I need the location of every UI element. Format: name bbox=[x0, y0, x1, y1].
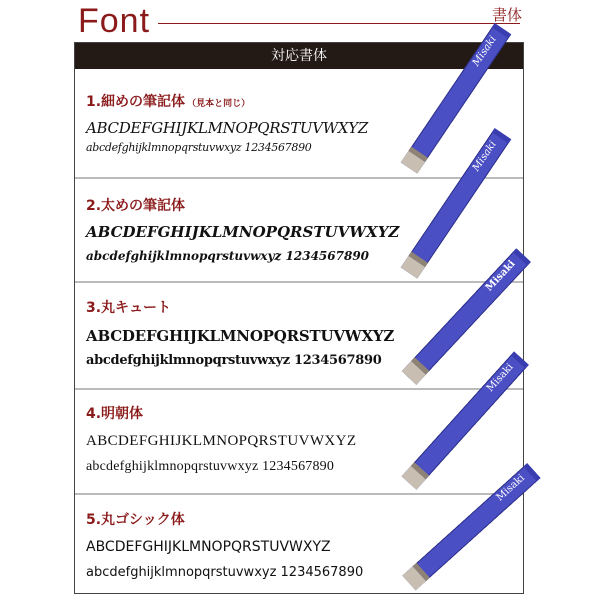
section-1-uppercase-sample: ABCDEFGHIJKLMNOPQRSTUVWXYZ bbox=[86, 119, 369, 137]
section-2-uppercase-sample: ABCDEFGHIJKLMNOPQRSTUVWXYZ bbox=[86, 223, 400, 241]
pen-engraving-3: Misaki bbox=[483, 258, 518, 294]
title-rule bbox=[158, 23, 520, 24]
pen-engraving-4: Misaki bbox=[484, 361, 516, 395]
page-title: Font bbox=[78, 2, 151, 40]
section-1-lowercase-sample: abcdefghijklmnopqrstuvwxyz 1234567890 bbox=[86, 141, 312, 154]
section-4-title-text: 4.明朝体 bbox=[86, 406, 144, 422]
supported-fonts-banner: 対応書体 bbox=[75, 43, 523, 69]
section-5-title-text: 5.丸ゴシック体 bbox=[86, 512, 185, 528]
pen-engraving-1: Misaki bbox=[470, 34, 499, 69]
section-2-title bbox=[86, 195, 185, 215]
pen-cap bbox=[492, 128, 511, 143]
section-1-title-text: 1.細めの筆記体 bbox=[86, 94, 186, 110]
section-4-lowercase-sample: abcdefghijklmnopqrstuvwxyz 1234567890 bbox=[86, 459, 335, 474]
pen-cap bbox=[513, 248, 531, 265]
pen-cap bbox=[511, 351, 529, 368]
pen-cap bbox=[492, 23, 511, 38]
section-5-lowercase-sample: abcdefghijklmnopqrstuvwxyz 1234567890 bbox=[86, 565, 364, 580]
section-2-lowercase-sample: abcdefghijklmnopqrstuvwxyz 1234567890 bbox=[86, 249, 370, 263]
section-3-title-text: 3.丸キュート bbox=[86, 300, 172, 316]
section-5-title bbox=[86, 509, 185, 529]
section-4-uppercase-sample: ABCDEFGHIJKLMNOPQRSTUVWXYZ bbox=[86, 433, 357, 449]
page-subtitle: 書体 bbox=[491, 6, 522, 24]
section-divider bbox=[75, 493, 523, 495]
section-3-lowercase-sample: abcdefghijklmnopqrstuvwxyz 1234567890 bbox=[86, 353, 382, 368]
pen-engraving-2: Misaki bbox=[470, 139, 499, 174]
section-divider bbox=[75, 177, 523, 179]
section-5-uppercase-sample: ABCDEFGHIJKLMNOPQRSTUVWXYZ bbox=[86, 539, 331, 555]
pen-engraving-5: Misaki bbox=[494, 472, 527, 504]
section-divider bbox=[75, 388, 523, 390]
pen-cap bbox=[523, 463, 540, 481]
section-3-title bbox=[86, 297, 171, 317]
section-1-note: （見本と同じ） bbox=[187, 99, 251, 109]
section-1-title bbox=[86, 91, 250, 111]
font-list-frame bbox=[74, 34, 527, 594]
section-3-uppercase-sample: ABCDEFGHIJKLMNOPQRSTUVWXYZ bbox=[86, 327, 395, 345]
section-divider bbox=[75, 281, 523, 283]
section-2-title-text: 2.太めの筆記体 bbox=[86, 198, 186, 214]
section-4-title bbox=[86, 403, 143, 423]
